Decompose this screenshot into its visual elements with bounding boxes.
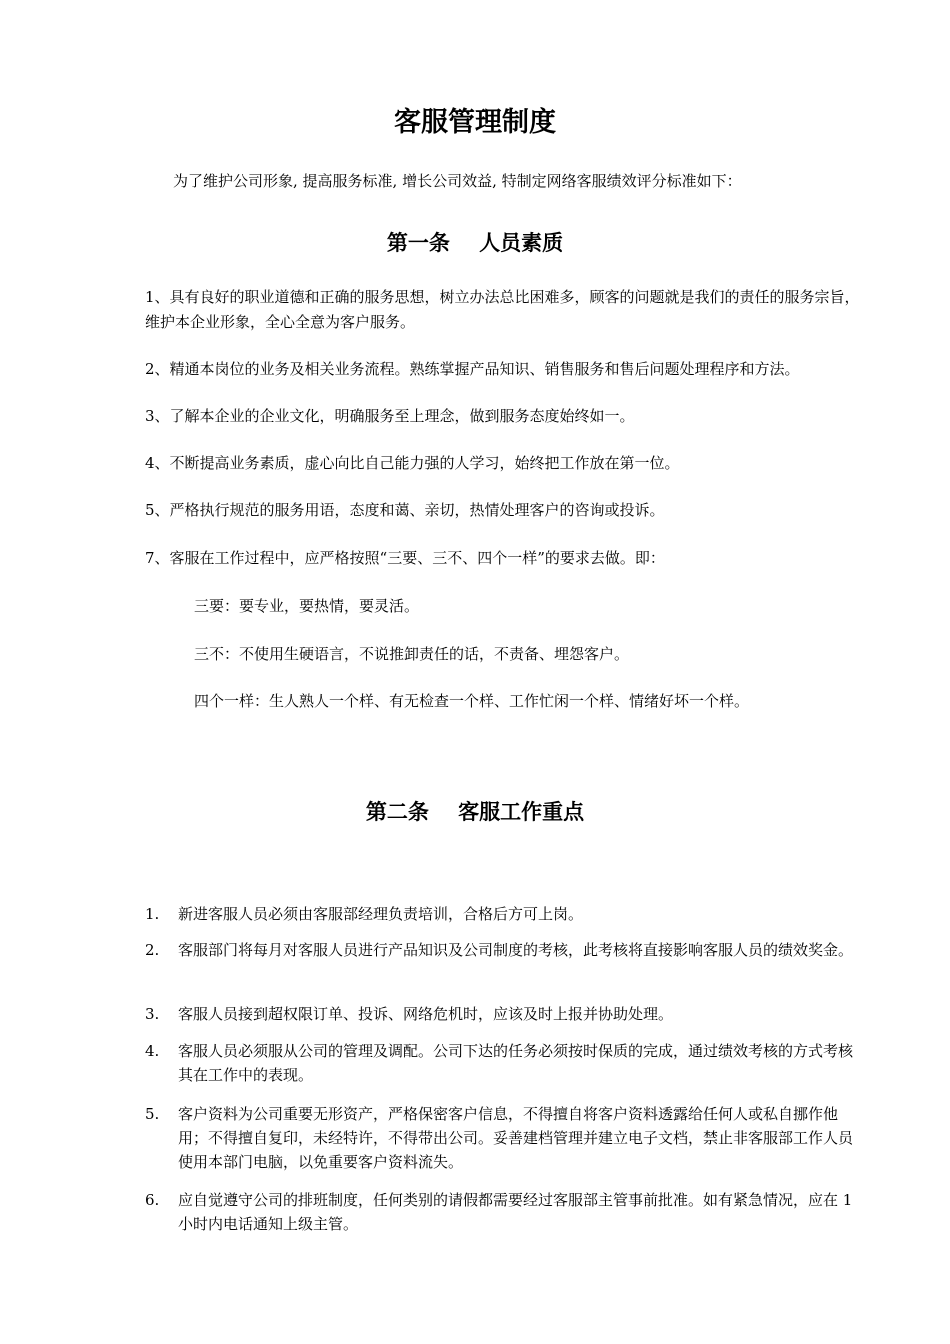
section-1-subitem: 四个一样：生人熟人一个样、有无检查一个样、工作忙闲一个样、情绪好坏一个样。 <box>194 692 750 710</box>
section-1-item: 2、精通本岗位的业务及相关业务流程。熟练掌握产品知识、销售服务和售后问题处理程序和方法。 <box>145 360 800 378</box>
list-item-text: 客服人员接到超权限订单、投诉、网络危机时，应该及时上报并协助处理。 <box>178 1005 674 1023</box>
list-item-number: 6. <box>145 1191 160 1209</box>
list-item-text: 应自觉遵守公司的排班制度，任何类别的请假都需要经过客服部主管事前批准。如有紧急情况，应在 1 小时内电话通知上级主管。 <box>178 1191 853 1233</box>
intro-paragraph: 为了维护公司形象, 提高服务标准, 增长公司效益, 特制定网络客服绩效评分标准如下： <box>173 172 742 190</box>
section-1-heading: 第一条 人员素质 <box>386 231 564 255</box>
list-item-number: 5. <box>145 1105 160 1123</box>
list-item-text: 客户资料为公司重要无形资产，严格保密客户信息，不得擅自将客户资料透露给任何人或私自挪作他用；不得擅自复印，未经特许，不得带出公司。妥善建档管理并建立电子文档，禁止非客服部工作人员使用本部门电脑，以免重要客户资料流失。 <box>178 1105 854 1171</box>
list-item-number: 3. <box>145 1005 160 1023</box>
list-item-text: 客服人员必须服从公司的管理及调配。公司下达的任务必须按时保质的完成，通过绩效考核的方式考核其在工作中的表现。 <box>178 1042 854 1084</box>
list-item-number: 2. <box>145 941 160 959</box>
section-1-subitem: 三要：要专业，要热情，要灵活。 <box>194 597 420 615</box>
section-1-item: 5、严格执行规范的服务用语，态度和蔼、亲切，热情处理客户的咨询或投诉。 <box>145 501 665 519</box>
section-1-item: 4、不断提高业务素质，虚心向比自己能力强的人学习，始终把工作放在第一位。 <box>145 454 680 472</box>
section-1-item: 1、具有良好的职业道德和正确的服务思想，树立办法总比困难多，顾客的问题就是我们的责任的服务宗旨，维护本企业形象，全心全意为客户服务。 <box>145 288 860 331</box>
document-title: 客服管理制度 <box>394 107 556 138</box>
section-2-heading: 第二条 客服工作重点 <box>365 800 585 824</box>
list-item-number: 1. <box>145 905 160 923</box>
section-1-item: 7、客服在工作过程中，应严格按照“三要、三不、四个一样”的要求去做。即： <box>145 549 665 567</box>
list-item-number: 4. <box>145 1042 160 1060</box>
list-item-text: 客服部门将每月对客服人员进行产品知识及公司制度的考核，此考核将直接影响客服人员的绩效奖金。 <box>178 941 854 959</box>
section-1-subitem: 三不：不使用生硬语言，不说推卸责任的话，不责备、埋怨客户。 <box>194 645 630 663</box>
list-item-text: 新进客服人员必须由客服部经理负责培训，合格后方可上岗。 <box>178 905 584 923</box>
section-1-item: 3、了解本企业的企业文化，明确服务至上理念，做到服务态度始终如一。 <box>145 407 635 425</box>
